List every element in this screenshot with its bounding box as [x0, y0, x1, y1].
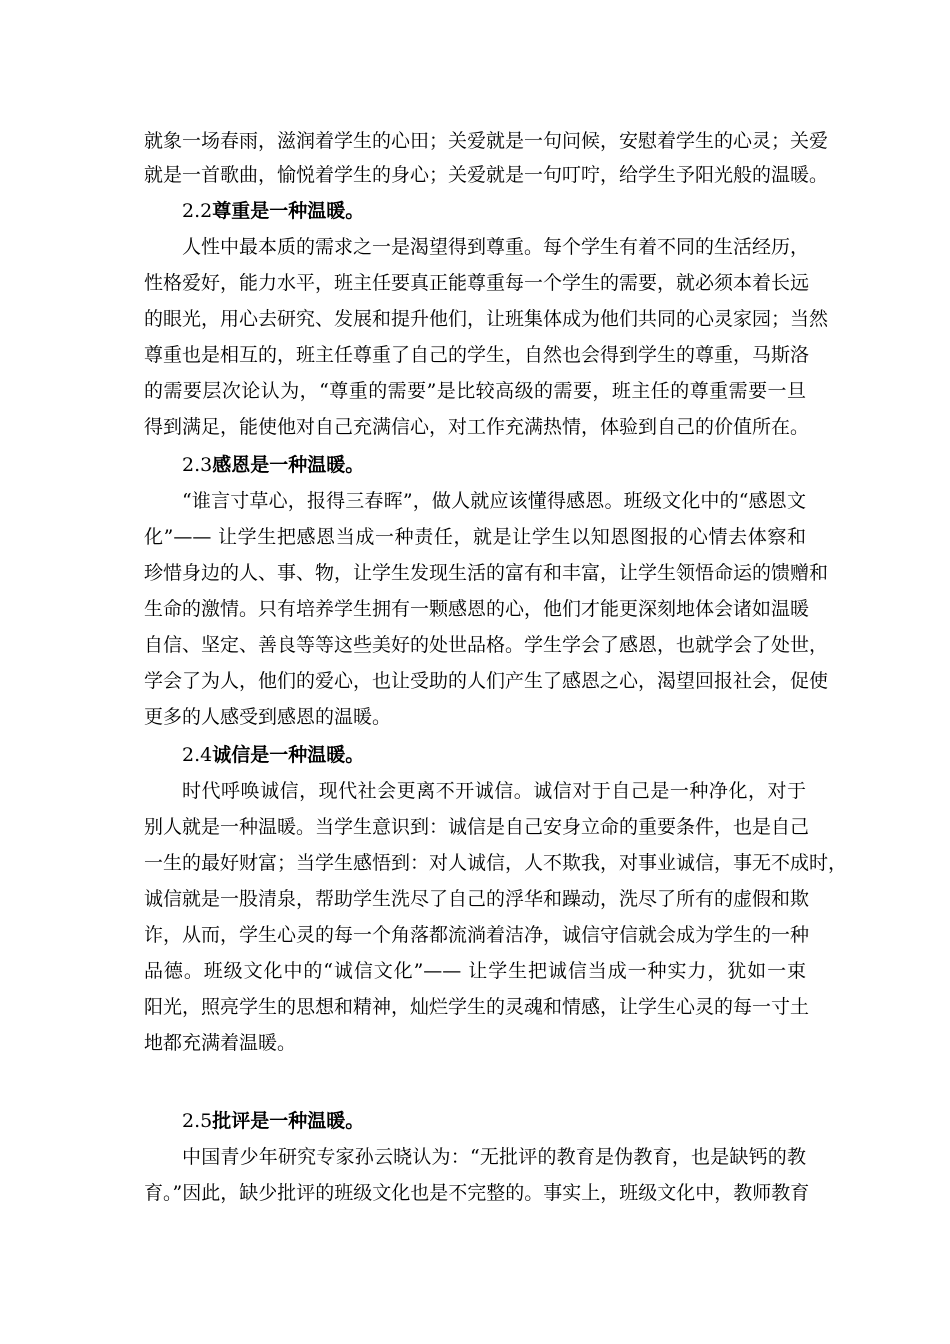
- paragraph-line: 人性中最本质的需求之一是渴望得到尊重。每个学生有着不同的生活经历，: [182, 236, 810, 258]
- section-heading-2-2: [182, 194, 364, 228]
- paragraph-line: 的眼光，用心去研究、发展和提升他们，让班集体成为他们共同的心灵家园；当然: [144, 308, 829, 330]
- paragraph-line: 中国青少年研究专家孙云晓认为：“无批评的教育是伪教育，也是缺钙的教: [182, 1146, 806, 1168]
- paragraph-line: 阳光，照亮学生的思想和精神，灿烂学生的灵魂和情感，让学生心灵的每一寸土: [144, 996, 810, 1018]
- section-heading-2-5: [182, 1104, 364, 1138]
- section-number: 2.4: [182, 744, 213, 766]
- paragraph-line: 就是一首歌曲，愉悦着学生的身心；关爱就是一句叮咛，给学生予阳光般的温暖。: [144, 164, 829, 186]
- section-number: 2.5: [182, 1110, 213, 1132]
- paragraph-line: 诈，从而，学生心灵的每一个角落都流淌着洁净，诚信守信就会成为学生的一种: [144, 924, 810, 946]
- paragraph-line: 品德。班级文化中的“诚信文化”—— 让学生把诚信当成一种实力，犹如一束: [144, 960, 806, 982]
- paragraph-line: 得到满足，能使他对自己充满信心，对工作充满热情，体验到自己的价值所在。: [144, 416, 810, 438]
- paragraph-line: 的需要层次论认为，“尊重的需要”是比较高级的需要，班主任的尊重需要一旦: [144, 380, 806, 402]
- paragraph-line: 尊重也是相互的，班主任尊重了自己的学生，自然也会得到学生的尊重，马斯洛: [144, 344, 810, 366]
- paragraph-line: 别人就是一种温暖。当学生意识到：诚信是自己安身立命的重要条件，也是自己: [144, 816, 810, 838]
- paragraph-line: 化”—— 让学生把感恩当成一种责任，就是让学生以知恩图报的心情去体察和: [144, 526, 806, 548]
- paragraph-line: 一生的最好财富；当学生感悟到：对人诚信，人不欺我，对事业诚信，事无不成时，: [144, 852, 848, 874]
- paragraph-line: 珍惜身边的人、事、物，让学生发现生活的富有和丰富，让学生领悟命运的馈赠和: [144, 562, 829, 584]
- paragraph-line: 育。”因此，缺少批评的班级文化也是不完整的。事实上，班级文化中，教师教育: [144, 1182, 810, 1204]
- section-title: 尊重是一种温暖。: [212, 200, 365, 222]
- paragraph-line: 诚信就是一股清泉，帮助学生洗尽了自己的浮华和躁动，洗尽了所有的虚假和欺: [144, 888, 810, 910]
- section-heading-2-4: [182, 738, 364, 772]
- paragraph-line: 生命的激情。只有培养学生拥有一颗感恩的心，他们才能更深刻地体会诸如温暖: [144, 598, 810, 620]
- section-title: 批评是一种温暖。: [212, 1110, 365, 1132]
- section-number: 2.2: [182, 200, 213, 222]
- section-heading-2-3: [182, 448, 364, 482]
- paragraph-line: 就象一场春雨，滋润着学生的心田；关爱就是一句问候，安慰着学生的心灵；关爱: [144, 130, 829, 152]
- paragraph-line: 地都充满着温暖。: [144, 1032, 297, 1054]
- section-title: 感恩是一种温暖。: [212, 454, 365, 476]
- section-number: 2.3: [182, 454, 213, 476]
- paragraph-line: 性格爱好，能力水平，班主任要真正能尊重每一个学生的需要，就必须本着长远: [144, 272, 810, 294]
- section-title: 诚信是一种温暖。: [212, 744, 365, 766]
- paragraph-line: 自信、坚定、善良等等这些美好的处世品格。学生学会了感恩，也就学会了处世，: [144, 634, 829, 656]
- paragraph-line: 时代呼唤诚信，现代社会更离不开诚信。诚信对于自己是一种净化，对于: [182, 780, 806, 802]
- paragraph-line: “谁言寸草心，报得三春晖”，做人就应该懂得感恩。班级文化中的“感恩文: [182, 490, 806, 512]
- paragraph-line: 学会了为人，他们的爱心，也让受助的人们产生了感恩之心，渴望回报社会，促使: [144, 670, 829, 692]
- paragraph-line: 更多的人感受到感恩的温暖。: [144, 706, 392, 728]
